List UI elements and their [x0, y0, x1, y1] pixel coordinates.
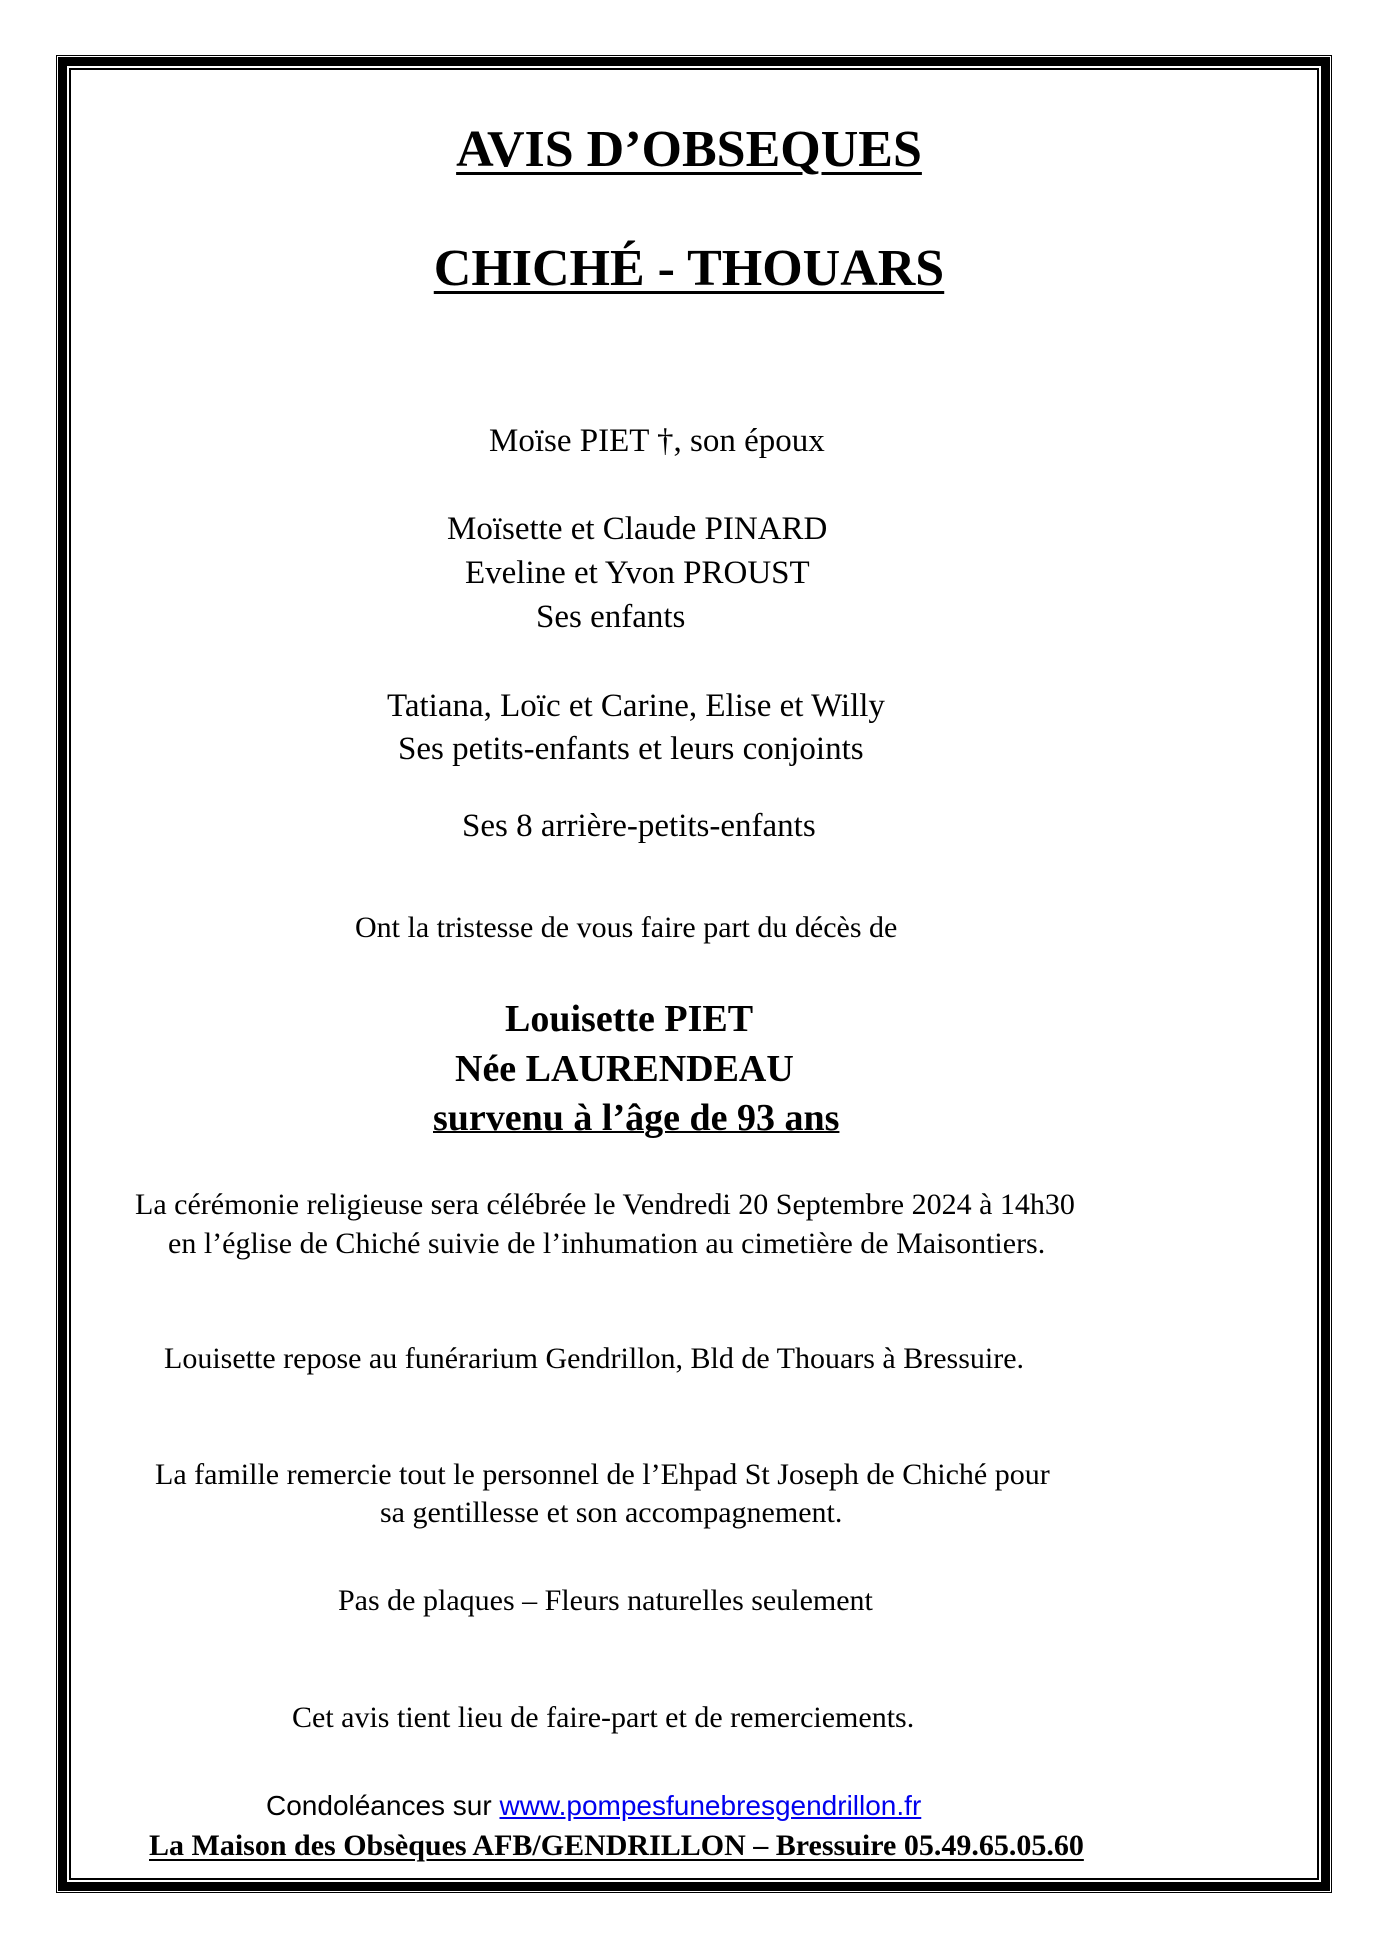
condolences-link[interactable]: www.pompesfunebresgendrillon.fr — [499, 1790, 922, 1821]
great-grandchildren-line: Ses 8 arrière-petits-enfants — [462, 808, 816, 844]
deceased-maiden-name: Née LAURENDEAU — [455, 1048, 794, 1090]
notice-title: AVIS D’OBSEQUES — [456, 121, 922, 178]
notice-line: Cet avis tient lieu de faire-part et de remerciements. — [292, 1701, 915, 1734]
ceremony-line: La cérémonie religieuse sera célébrée le Vendredi 20 Septembre 2024 à 14h30 — [135, 1188, 1075, 1221]
ceremony-line: en l’église de Chiché suivie de l’inhumation au cimetière de Maisontiers. — [168, 1227, 1046, 1260]
announcement-line: Ont la tristesse de vous faire part du décès de — [355, 911, 898, 944]
thanks-line: La famille remercie tout le personnel de l’Ehpad St Joseph de Chiché pour — [155, 1458, 1050, 1491]
rest-place-line: Louisette repose au funérarium Gendrillon, Bld de Thouars à Bressuire. — [164, 1342, 1025, 1375]
funeral-home-footer: La Maison des Obsèques AFB/GENDRILLON – Bressuire 05.49.65.05.60 — [149, 1829, 1084, 1862]
child-line: Moïsette et Claude PINARD — [447, 511, 828, 547]
deceased-age: survenu à l’âge de 93 ans — [433, 1097, 840, 1139]
spouse-line: Moïse PIET †, son époux — [489, 423, 825, 459]
condolences-line — [266, 1792, 921, 1820]
grandchildren-label: Ses petits-enfants et leurs conjoints — [398, 731, 864, 767]
condolences-label: Condoléances sur — [266, 1790, 500, 1821]
location-heading: CHICHÉ - THOUARS — [433, 240, 945, 297]
grandchildren-line: Tatiana, Loïc et Carine, Elise et Willy — [387, 688, 885, 724]
children-label: Ses enfants — [536, 599, 686, 635]
thanks-line: sa gentillesse et son accompagnement. — [380, 1496, 843, 1529]
flowers-line: Pas de plaques – Fleurs naturelles seulement — [338, 1584, 873, 1617]
deceased-name: Louisette PIET — [505, 998, 754, 1040]
child-line: Eveline et Yvon PROUST — [465, 555, 810, 591]
